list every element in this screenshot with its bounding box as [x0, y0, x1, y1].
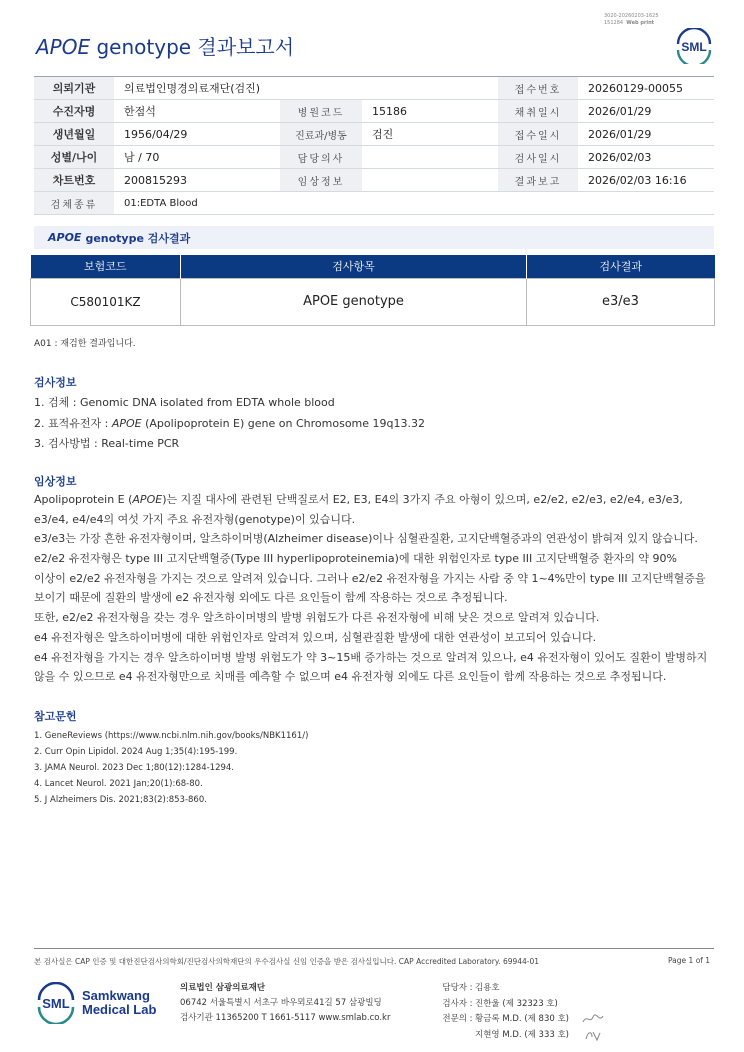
web-print-label: Web print [626, 20, 655, 26]
info-value: 2026/01/29 [588, 127, 652, 141]
staff-value: 김용호 [475, 983, 500, 993]
results-table [30, 255, 715, 326]
info-label: 채취일시 [498, 100, 578, 122]
results-heading [34, 226, 714, 249]
clinical-line: e4 유전자형을 가지는 경우 알츠하이머병 발병 위험도가 약 3~15배 증가하는 것으로 알려져 있으나, e4 유전자형이 있어도 질환이 발병하지 [34, 650, 708, 664]
line-text: 2. 표적유전자 : [34, 416, 112, 430]
info-row [34, 192, 714, 215]
staff-row: 검사자 : 진한울 (제 32323 호) [427, 997, 605, 1013]
test-info-line [34, 414, 425, 435]
info-label: 차트번호 [34, 169, 114, 191]
references-title: 참고문헌 [34, 710, 77, 723]
test-info-line: 1. 검체 : Genomic DNA isolated from EDTA whole blood [34, 396, 335, 409]
gene-name: APOE [132, 493, 163, 506]
result-note: A01 : 재검한 결과입니다. [34, 339, 136, 349]
org-contact: 검사기관 11365200 T 1661-5117 www.smlab.co.kr [180, 1013, 391, 1023]
info-row [34, 123, 714, 146]
patient-info-table [34, 76, 714, 215]
signature-icon [583, 1028, 603, 1042]
info-value: 1956/04/29 [124, 127, 188, 141]
info-label: 수진자명 [34, 100, 114, 122]
info-value: 200815293 [124, 173, 187, 187]
line-text: Apolipoprotein E ( [34, 493, 133, 506]
brand-line: Medical Lab [82, 1002, 157, 1017]
info-row [34, 146, 714, 169]
staff-value: 지현영 M.D. (제 333 호) [475, 1029, 570, 1040]
info-label: 접수일시 [498, 123, 578, 145]
clinical-info-title: 임상정보 [34, 475, 77, 488]
org-address: 06742 서울특별시 서초구 바우뫼로41길 57 삼광빌딩 [180, 998, 382, 1008]
clinical-line: e3/e4, e4/e4의 여섯 가지 주요 유전자형(genotype)이 있습니다. [34, 512, 356, 526]
organization-info [180, 981, 390, 1026]
test-info-section [34, 393, 425, 455]
test-result-cell: e3/e3 [527, 278, 715, 325]
info-value [362, 146, 498, 168]
info-label: 담당의사 [280, 146, 362, 168]
page-number: Page 1 of 1 [668, 956, 711, 965]
test-info-title: 검사정보 [34, 376, 77, 389]
document-id-line: 3020-20260203-1625 [604, 13, 659, 19]
clinical-line: 않을 수 있으므로 e4 유전자형만으로 치매를 예측할 수 없으며 e4 유전자형 외에도 다른 요인들이 함께 작용하는 것으로 추정됩니다. [34, 670, 667, 684]
info-value: 검진 [372, 128, 394, 141]
info-label: 결과보고 [498, 169, 578, 191]
info-label: 검체종류 [34, 192, 114, 214]
staff-label: 전문의 [442, 1014, 467, 1024]
footer-logo [36, 982, 156, 1024]
title-text: genotype 결과보고서 [90, 35, 295, 59]
gene-name: APOE [111, 416, 142, 430]
info-label: 진료과/병동 [280, 123, 362, 145]
org-name: 의료법인 삼광의료재단 [180, 983, 266, 993]
staff-value: 진한울 (제 32323 호) [475, 998, 558, 1009]
reference-item: 3. JAMA Neurol. 2023 Dec 1;80(12):1284-1294. [34, 763, 234, 773]
info-row [34, 100, 714, 123]
document-id [604, 13, 694, 27]
test-info-line: 3. 검사방법 : Real-time PCR [34, 437, 180, 450]
clinical-line: 보이기 때문에 질환의 발생에 e2 유전자형 외에도 다른 요인들이 함께 작용하는 것으로 추정됩니다. [34, 591, 508, 605]
clinical-line [34, 490, 707, 510]
line-text: (Apolipoprotein E) gene on Chromosome 19q13.32 [141, 416, 425, 430]
info-value: 남 / 70 [124, 151, 160, 164]
footer-divider [34, 948, 714, 949]
brand-line: Samkwang [82, 988, 150, 1003]
reference-item: 2. Curr Opin Lipidol. 2024 Aug 1;35(4):195-199. [34, 747, 238, 757]
references-list [34, 728, 308, 808]
info-value: 01:EDTA Blood [124, 197, 198, 209]
info-label: 임상정보 [280, 169, 362, 191]
info-label: 성별/나이 [34, 146, 114, 168]
column-header: 검사결과 [527, 255, 715, 278]
info-value: 15186 [372, 104, 407, 118]
staff-label: 담당자 [442, 983, 467, 993]
info-label: 병원코드 [280, 100, 362, 122]
info-value: 의료법인명경의료재단(검진) [124, 82, 261, 95]
column-header: 검사항목 [181, 255, 527, 278]
table-row [31, 278, 715, 325]
staff-row [427, 1028, 605, 1044]
info-value: 2026/02/03 16:16 [588, 173, 687, 187]
sml-logo-icon [674, 28, 714, 68]
info-value: 2026/01/29 [588, 104, 652, 118]
staff-label: 검사자 [442, 998, 467, 1009]
staff-info [427, 981, 605, 1043]
clinical-line: 또한, e2/e2 유전자형을 갖는 경우 알츠하이머병의 발병 위험도가 다른 유전자형에 비해 낮은 것으로 알려져 있습니다. [34, 611, 600, 625]
info-label: 접수번호 [498, 77, 578, 99]
clinical-line: e4 유전자형은 알츠하이머병에 대한 위험인자로 알려져 있으며, 심혈관질환 발생에 대한 연관성이 보고되어 있습니다. [34, 630, 597, 644]
results-heading-text: genotype 검사결과 [85, 231, 191, 245]
info-row [34, 169, 714, 192]
results-header-row [31, 255, 715, 278]
reference-item: 4. Lancet Neurol. 2021 Jan;20(1):68-80. [34, 779, 203, 789]
brand-name [82, 989, 156, 1017]
title-gene: APOE [36, 35, 91, 59]
insurance-code-cell: C580101KZ [31, 278, 181, 325]
clinical-line: e3/e3는 가장 흔한 유전자형이며, 알츠하이머병(Alzheimer disease)이나 심혈관질환, 고지단백혈증과의 연관성이 밝혀져 있지 않습니다. [34, 532, 698, 546]
reference-item: 5. J Alzheimers Dis. 2021;83(2):853-860. [34, 795, 207, 805]
certification-text: 본 검사실은 CAP 인증 및 대한진단검사의학회/진단검사의학재단의 우수검사실 신임 인증을 받은 검사실입니다. CAP Accredited Laboratory. 69944-01 [34, 957, 540, 966]
page-title [36, 31, 294, 60]
info-value: 한점석 [124, 105, 156, 118]
info-label: 검사일시 [498, 146, 578, 168]
clinical-line: 이상이 e2/e2 유전자형을 가지는 것으로 알려져 있습니다. 그러나 e2/e2 유전자형을 가지는 사람 중 약 1~4%만이 type III 고지단백혈증을 [34, 571, 706, 585]
clinical-info-section [34, 490, 707, 687]
staff-value: 황금록 M.D. (제 830 호) [475, 1014, 570, 1024]
info-value: 20260129-00055 [588, 81, 683, 95]
logo-text: SML [42, 996, 70, 1011]
results-heading-gene: APOE [48, 231, 82, 244]
signature-icon [581, 1012, 605, 1026]
info-row [34, 77, 714, 100]
staff-row: 전문의 : 황금록 M.D. (제 830 호) [427, 1012, 605, 1028]
document-id-line: 151284 [604, 20, 624, 26]
staff-row: 담당자 : 김용호 [427, 981, 605, 997]
info-label: 의뢰기관 [34, 77, 114, 99]
info-value: 2026/02/03 [588, 150, 652, 164]
column-header: 보험코드 [31, 255, 181, 278]
info-value [362, 169, 498, 191]
sml-logo-icon [36, 982, 76, 1024]
logo-text: SML [681, 40, 707, 54]
test-item-cell: APOE genotype [181, 278, 527, 325]
reference-item: 1. GeneReviews (https://www.ncbi.nlm.nih.gov/books/NBK1161/) [34, 731, 309, 741]
clinical-line: e2/e2 유전자형은 type III 고지단백혈증(Type III hyperlipoproteinemia)에 대한 위험인자로 type III 고지단백혈증 환자의 약 90% [34, 552, 677, 566]
line-text: )는 지질 대사에 관련된 단백질로서 E2, E3, E4의 3가지 주요 아형이 있으며, e2/e2, e2/e3, e2/e4, e3/e3, [162, 493, 683, 506]
info-label: 생년월일 [34, 123, 114, 145]
